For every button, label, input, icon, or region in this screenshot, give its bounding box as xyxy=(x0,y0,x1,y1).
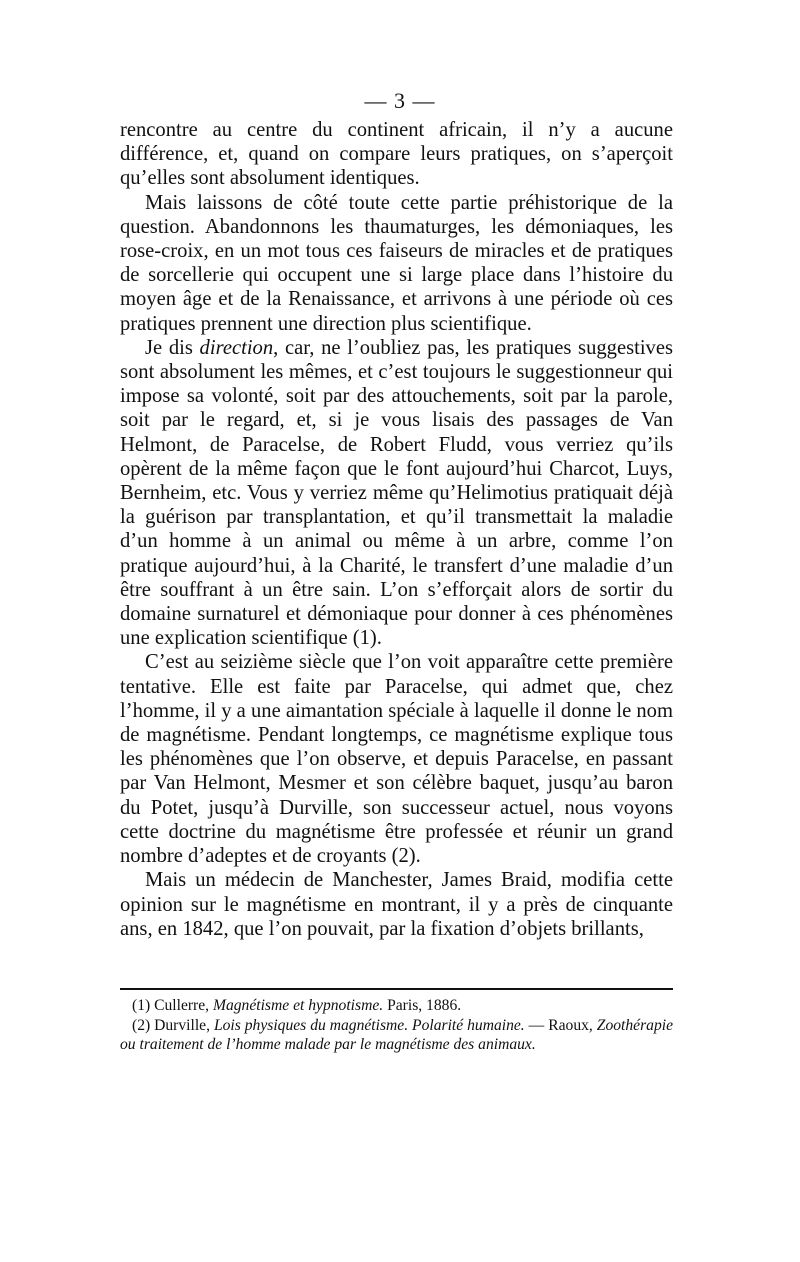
text-run: Paris, 1886. xyxy=(383,997,462,1014)
text-run: , car, ne l’oubliez pas, les pratiques suggestives sont absolument les mêmes, et c’est toujours le suggestionneur qui impose sa volonté, soit par des attouchements, soit par la parole, soit par le regard, et, si je vous lisais des passages de Van Helmont, de Paracelse, de Robert Fludd, vous verriez qu’ils opèrent de la même façon que le font aujourd’hui Charcot, Luys, Bernheim, etc. Vous y verriez même qu’Helimotius pratiquait déjà la guérison par transplantation, et qu’il transmettait la maladie d’un homme à un animal ou même à un arbre, comme l’on pratique aujourd’hui, à la Charité, le transfert d’une maladie d’un être souffrant à un être sain. L’on s’efforçait alors de sortir du domaine surnaturel et démoniaque pour donner à ces phénomènes une explication scientifique (1). xyxy=(120,336,674,650)
paragraph xyxy=(120,336,673,651)
italic-text: Zoothérapie ou traitement de l’homme malade par le magnétisme des animaux. xyxy=(120,1016,673,1053)
text-run: rencontre au centre du continent africain, il n’y a aucune différence, et, quand on compare leurs pratiques, on s’aperçoit qu’elles sont absolument identiques. xyxy=(120,119,673,190)
footnote xyxy=(120,1016,673,1055)
footnotes xyxy=(120,996,673,1055)
italic-text: Lois physiques du magnétisme. Polarité humaine. xyxy=(213,1016,525,1034)
italic-text: direction xyxy=(199,336,274,359)
text-run: (2) Durville, xyxy=(132,1016,214,1034)
paragraph xyxy=(120,650,673,868)
paragraph xyxy=(120,868,673,941)
paragraph xyxy=(120,191,673,336)
text-run: C’est au seizième siècle que l’on voit apparaître cette première tentative. Elle est faite par Paracelse, qui admet que, chez l’homme, il y a une aimantation spéciale à laquelle il donne le nom de magnétisme. Pendant longtemps, ce magnétisme explique tous les phénomènes que l’on observe, et depuis Paracelse, en passant par Van Helmont, Mesmer et son célèbre baquet, jusqu’au baron du Potet, jusqu’à Durville, son successeur actuel, nous voyons cette doctrine du magnétisme être professée et réunir un grand nombre d’adeptes et de croyants (2). xyxy=(120,651,673,868)
paragraph xyxy=(120,118,673,191)
italic-text: Magnétisme et hypnotisme. xyxy=(212,997,384,1014)
text-run: Mais laissons de côté toute cette partie préhistorique de la question. Abandonnons les thaumaturges, les démoniaques, les rose-croix, en un mot tous ces faiseurs de miracles et de pratiques de sorcellerie qui occupent une si large place dans l’histoire du moyen âge et de la Renaissance, et arrivons à une période où ces pratiques prennent une direction plus scientifique. xyxy=(120,191,673,335)
text-run: (1) Cullerre, xyxy=(132,997,213,1014)
text-run: — Raoux, xyxy=(524,1016,597,1034)
footnote-divider xyxy=(120,988,673,990)
footnote xyxy=(120,996,673,1016)
text-run: Je dis xyxy=(145,336,200,359)
main-text xyxy=(120,118,673,941)
page-number: — 3 — xyxy=(364,88,436,113)
text-run: Mais un médecin de Manchester, James Braid, modifia cette opinion sur le magnétisme en montrant, il y a près de cinquante ans, en 1842, que l’on pouvait, par la fixation d’objets brillants, xyxy=(120,869,673,940)
